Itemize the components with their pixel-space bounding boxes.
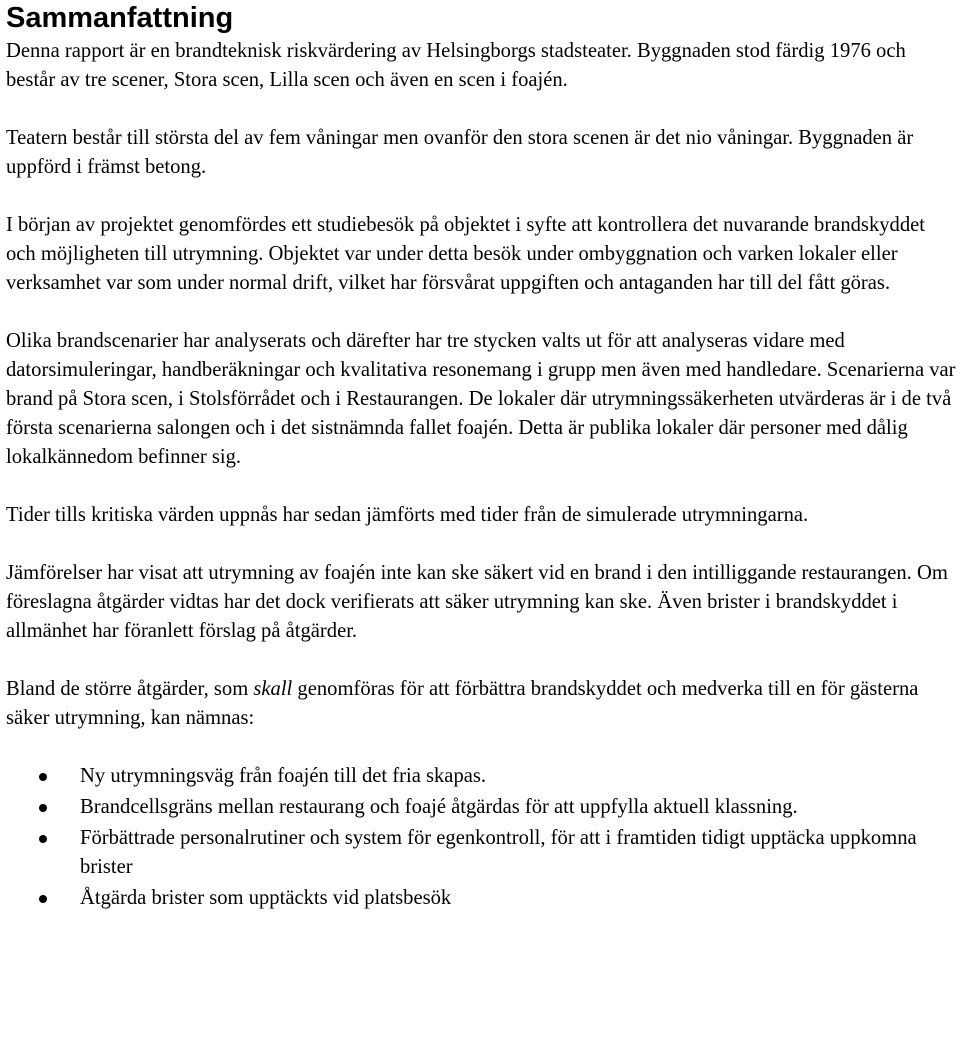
list-item-text: Ny utrymningsväg från foajén till det fria skapas. <box>80 765 487 787</box>
lead-text-after: genomföras för att förbättra brandskyddet och medverka till en för gästerna säker utrymning, kan nämnas: <box>6 678 919 729</box>
list-item <box>6 762 956 791</box>
paragraph-study-visit: I början av projektet genomfördes ett studiebesök på objektet i syfte att kontrollera det nuvarande brandskyddet och möjligheten till utrymning. Objektet var under detta besök under ombyggnation och varken lokaler eller verksamhet var som under normal drift, vilket har försvårat uppgiften och antaganden har till del fått göras. <box>6 214 925 294</box>
paragraph-building: Teatern består till största del av fem våningar men ovanför den stora scenen är det nio våningar. Byggnaden är uppförd i främst betong. <box>6 127 914 178</box>
list-item-text: Brandcellsgräns mellan restaurang och foajé åtgärdas för att uppfylla aktuell klassning. <box>80 796 798 818</box>
list-item <box>6 824 956 882</box>
list-item-text: Åtgärda brister som upptäckts vid platsbesök <box>80 887 452 909</box>
paragraph-intro: Denna rapport är en brandteknisk riskvärdering av Helsingborgs stadsteater. Byggnaden stod färdig 1976 och består av tre scener, Stora scen, Lilla scen och även en scen i foajén. <box>6 40 906 91</box>
list-item <box>6 884 956 913</box>
page-title: Sammanfattning <box>6 2 234 34</box>
paragraph-critical-times: Tider tills kritiska värden uppnås har sedan jämförts med tider från de simulerade utrymningarna. <box>6 504 809 526</box>
paragraph-comparison: Jämförelser har visat att utrymning av foajén inte kan ske säkert vid en brand i den intilliggande restaurangen. Om föreslagna åtgärder vidtas har det dock verifierats att säker utrymning kan ske. Även brister i brandskyddet i allmänhet har föranlett förslag på åtgärder. <box>6 562 948 642</box>
document-page <box>6 0 956 915</box>
lead-text-before: Bland de större åtgärder, som <box>6 678 254 700</box>
bullet-icon <box>39 804 47 812</box>
lead-emphasis: skall <box>253 678 293 700</box>
bullet-icon <box>39 895 47 903</box>
bullet-icon <box>39 835 47 843</box>
list-item <box>6 793 956 822</box>
paragraph-scenarios: Olika brandscenarier har analyserats och därefter har tre stycken valts ut för att analyseras vidare med datorsimuleringar, handberäkningar och kvalitativa resonemang i grupp men även med handledare. Scenarierna var brand på Stora scen, i Stolsförrådet och i Restaurangen. De lokaler där utrymningssäkerheten utvärderas är i de två första scenarierna salongen och i det sistnämnda fallet foajén. Detta är publika lokaler där personer med dålig lokalkännedom befinner sig. <box>6 330 956 468</box>
paragraph-measures-lead <box>6 675 956 733</box>
bullet-icon <box>39 773 47 781</box>
list-item-text: Förbättrade personalrutiner och system för egenkontroll, för att i framtiden tidigt upptäcka uppkomna brister <box>80 827 917 878</box>
measures-list <box>6 762 956 913</box>
